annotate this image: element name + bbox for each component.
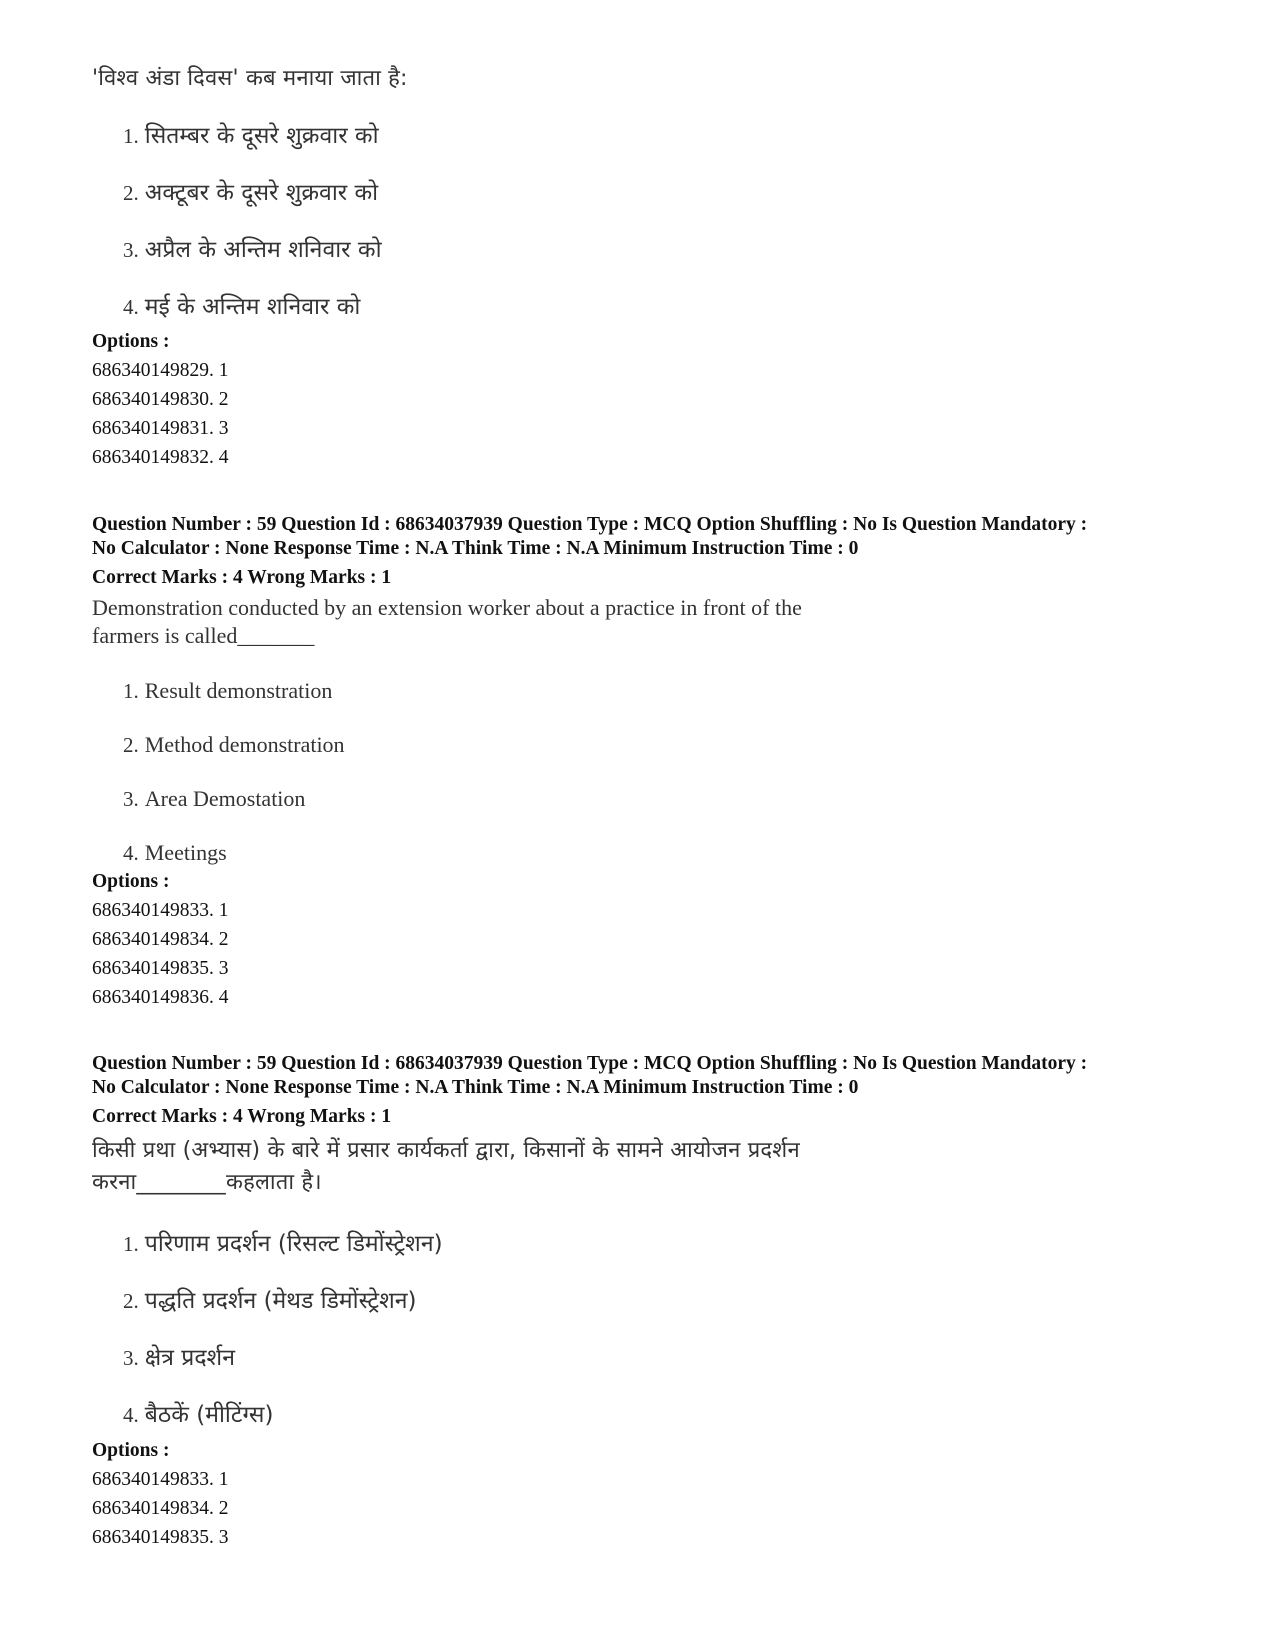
choice-4 [123, 1397, 273, 1429]
choice-2 [123, 175, 378, 207]
option-id-line: 686340149829. 1 [92, 360, 229, 381]
options-label: Options : [92, 1440, 170, 1461]
choice-number: 2. [123, 733, 139, 757]
question-meta-line: Question Number : 59 Question Id : 68634037939 Question Type : MCQ Option Shuffling : No Is Question Mandatory : [92, 1053, 1088, 1074]
choice-text: क्षेत्र प्रदर्शन [144, 1345, 235, 1371]
choice-number: 1. [123, 679, 139, 703]
options-label: Options : [92, 871, 170, 892]
choice-text: अप्रैल के अन्तिम शनिवार को [144, 237, 382, 263]
options-label: Options : [92, 331, 170, 352]
choice-text: Result demonstration [144, 678, 333, 703]
choice-number: 4. [123, 1403, 139, 1427]
question-text: farmers is called_______ [92, 623, 315, 648]
choice-3 [123, 232, 382, 264]
choice-number: 2. [123, 181, 139, 205]
choice-2 [123, 732, 345, 758]
choice-text: Area Demostation [144, 786, 306, 811]
question-meta-line: No Calculator : None Response Time : N.A Think Time : N.A Minimum Instruction Time : 0 [92, 538, 859, 559]
question-meta-line: No Calculator : None Response Time : N.A Think Time : N.A Minimum Instruction Time : 0 [92, 1077, 859, 1098]
option-id-line: 686340149835. 3 [92, 958, 229, 979]
choice-text: बैठकें (मीटिंग्स) [144, 1402, 274, 1428]
question-text: किसी प्रथा (अभ्यास) के बारे में प्रसार कार्यकर्ता द्वारा, किसानों के सामने आयोजन प्रदर्शन [92, 1138, 800, 1163]
choice-text: सितम्बर के दूसरे शुक्रवार को [144, 123, 379, 149]
choice-3 [123, 786, 305, 812]
choice-number: 1. [123, 124, 139, 148]
choice-text: Meetings [144, 840, 227, 865]
question-text: Demonstration conducted by an extension worker about a practice in front of the [92, 595, 802, 620]
question-text: करना________कहलाता है। [92, 1170, 322, 1195]
choice-number: 3. [123, 238, 139, 262]
choice-4 [123, 840, 227, 866]
choice-text: परिणाम प्रदर्शन (रिसल्ट डिमोंस्ट्रेशन) [144, 1231, 443, 1257]
option-id-line: 686340149835. 3 [92, 1527, 229, 1548]
option-id-line: 686340149830. 2 [92, 389, 229, 410]
choice-number: 3. [123, 1346, 139, 1370]
choice-text: मई के अन्तिम शनिवार को [144, 294, 361, 320]
choice-1 [123, 678, 332, 704]
choice-number: 3. [123, 787, 139, 811]
choice-1 [123, 1226, 443, 1258]
choice-3 [123, 1340, 235, 1372]
choice-text: Method demonstration [144, 732, 345, 757]
option-id-line: 686340149834. 2 [92, 929, 229, 950]
option-id-line: 686340149836. 4 [92, 987, 229, 1008]
choice-number: 2. [123, 1289, 139, 1313]
choice-4 [123, 289, 360, 321]
choice-number: 4. [123, 841, 139, 865]
choice-text: अक्टूबर के दूसरे शुक्रवार को [144, 180, 379, 206]
option-id-line: 686340149832. 4 [92, 447, 229, 468]
option-id-line: 686340149831. 3 [92, 418, 229, 439]
choice-number: 1. [123, 1232, 139, 1256]
option-id-line: 686340149833. 1 [92, 900, 229, 921]
option-id-line: 686340149833. 1 [92, 1469, 229, 1490]
marks-line: Correct Marks : 4 Wrong Marks : 1 [92, 567, 392, 588]
choice-1 [123, 118, 379, 150]
marks-line: Correct Marks : 4 Wrong Marks : 1 [92, 1106, 392, 1127]
question-meta-line: Question Number : 59 Question Id : 68634037939 Question Type : MCQ Option Shuffling : No Is Question Mandatory : [92, 514, 1088, 535]
choice-2 [123, 1283, 417, 1315]
option-id-line: 686340149834. 2 [92, 1498, 229, 1519]
choice-number: 4. [123, 295, 139, 319]
choice-text: पद्धति प्रदर्शन (मेथड डिमोंस्ट्रेशन) [144, 1288, 417, 1314]
question-text: 'विश्व अंडा दिवस' कब मनाया जाता है: [92, 66, 408, 91]
